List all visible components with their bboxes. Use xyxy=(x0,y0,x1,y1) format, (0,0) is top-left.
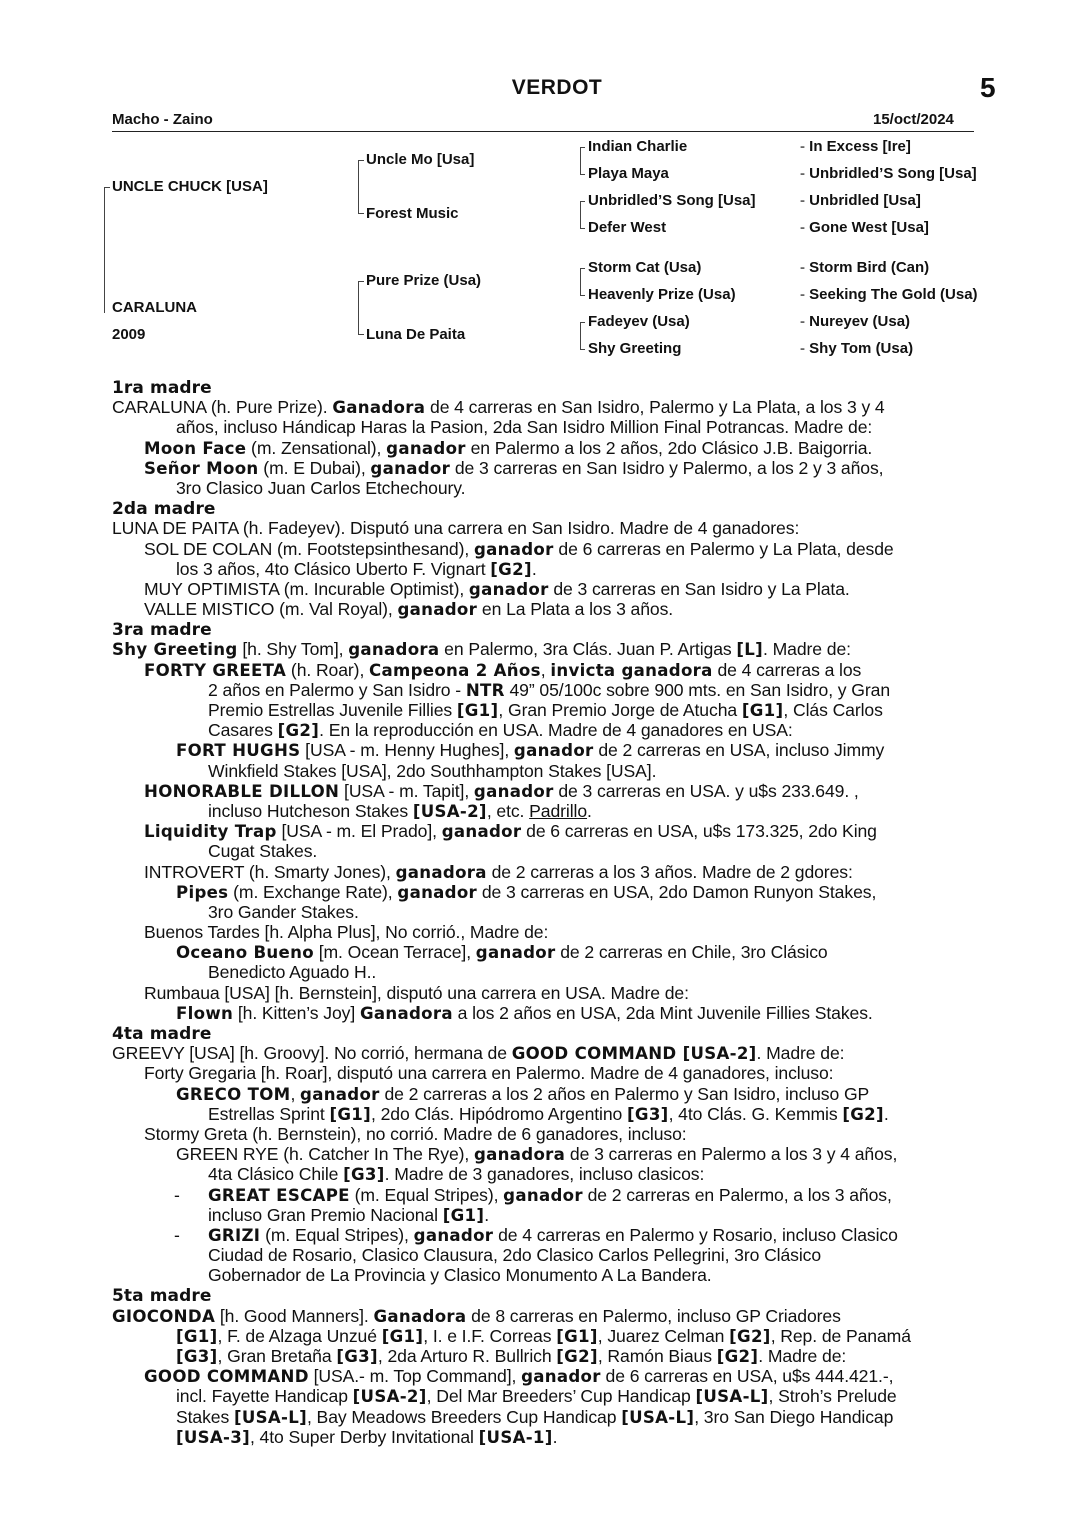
text-run: de 3 carreras en San Isidro y Palermo, a los 2 y 3 años, xyxy=(450,457,884,478)
family-line xyxy=(112,1205,1002,1225)
text-run: incl. Fayette Handicap xyxy=(176,1386,353,1407)
text-run: de 8 carreras en Palermo, incluso GP Criadores xyxy=(466,1305,841,1326)
bold-text: ganador xyxy=(370,458,451,478)
pedigree-bracket-gen1 xyxy=(104,187,110,313)
text-run: [USA - m. Tapit], xyxy=(339,780,474,801)
text-run: , xyxy=(540,659,551,680)
family-line xyxy=(112,397,1002,417)
bold-text: [G3] xyxy=(343,1165,385,1185)
text-run: en Palermo, 3ra Clás. Juan P. Artigas xyxy=(439,639,737,660)
pedigree-gen3-6: Heavenly Prize (Usa) xyxy=(588,286,736,303)
text-run: , Gran Bretaña xyxy=(217,1346,337,1366)
family-line xyxy=(112,781,1002,801)
family-line xyxy=(112,1185,1002,1205)
text-run: en Palermo a los 2 años, 2do Clásico J.B. Baigorria. xyxy=(465,437,873,458)
family-line xyxy=(112,1306,1002,1326)
text-run: Benedicto Aguado H.. xyxy=(208,962,377,983)
pedigree-gen4-2-label: Unbridled’S Song [Usa] xyxy=(809,165,977,182)
pedigree-gen4-3-label: Unbridled [Usa] xyxy=(809,192,921,209)
bold-text: [G1] xyxy=(176,1326,218,1346)
pedigree-bracket-g3a xyxy=(580,147,585,175)
text-run: de 2 carreras a los 2 años en Palermo y San Isidro, incluso GP xyxy=(379,1083,870,1104)
dam-heading xyxy=(112,498,1002,518)
bold-text: ganador xyxy=(413,1225,494,1245)
bold-text: GOOD COMMAND xyxy=(144,1367,309,1387)
dam-heading xyxy=(112,619,1002,639)
bold-text: ganador xyxy=(397,600,478,620)
text-run: SOL DE COLAN (m. Footstepsinthesand), xyxy=(144,538,474,559)
bold-text: ganadora xyxy=(395,862,487,882)
bold-text: [USA-2] xyxy=(412,801,487,821)
text-run: Forty Gregaria [h. Roar], disputó una carrera en Palermo. Madre de 4 ganadores, incluso: xyxy=(144,1063,834,1084)
family-line xyxy=(112,882,1002,902)
text-run: 3ro Gander Stakes. xyxy=(208,901,359,922)
text-run: incluso Gran Premio Nacional xyxy=(208,1204,443,1225)
family-line xyxy=(112,599,1002,619)
family-line xyxy=(112,478,1002,498)
bold-text: ganador xyxy=(397,882,478,902)
text-run: de 4 carreras en San Isidro, Palermo y La Plata, a los 3 y 4 xyxy=(425,397,885,418)
bold-text: Campeona 2 Años xyxy=(369,660,541,680)
bullet-icon: - xyxy=(174,1184,180,1205)
bold-text: GRECO TOM xyxy=(176,1084,291,1104)
text-run: 49” 05/100c sobre 900 mts. en San Isidro, y Gran xyxy=(504,679,891,700)
pedigree-gen4-1-label: In Excess [Ire] xyxy=(809,138,911,155)
family-line xyxy=(112,680,1002,700)
bold-text: 5ta madre xyxy=(112,1286,212,1307)
text-run: de 6 carreras en Palermo y La Plata, desde xyxy=(553,538,894,559)
text-run: Winkfield Stakes [USA], 2do Southhampton Stakes [USA]. xyxy=(208,760,657,781)
bold-text: Pipes xyxy=(176,882,229,902)
sex-color: Macho - Zaino xyxy=(112,111,213,128)
text-run: . Madre de: xyxy=(756,1043,845,1064)
text-run: [USA - m. El Prado], xyxy=(276,821,442,842)
pedigree-dam: CARALUNA xyxy=(112,299,197,316)
bold-text: [G2] xyxy=(556,1347,598,1366)
text-run: VALLE MISTICO (m. Val Royal), xyxy=(144,599,398,620)
text-run: incluso Hutcheson Stakes xyxy=(208,800,413,821)
text-run: a los 2 años en USA, 2da Mint Juvenile Fillies Stakes. xyxy=(452,1002,873,1023)
family-line xyxy=(112,962,1002,982)
dam-heading xyxy=(112,1285,1002,1305)
family-line xyxy=(112,922,1002,942)
horse-name-title: VERDOT xyxy=(511,76,603,99)
text-run: de 2 carreras en Chile, 3ro Clásico xyxy=(555,942,828,963)
family-line xyxy=(112,1427,1002,1447)
text-run: . xyxy=(883,1103,889,1124)
pedigree-birth-year: 2009 xyxy=(112,326,146,343)
family-line xyxy=(112,1063,1002,1083)
text-run: de 2 carreras en Palermo, a los 3 años, xyxy=(582,1184,892,1205)
bold-text: Moon Face xyxy=(144,438,247,458)
bold-text: ganador xyxy=(300,1084,380,1104)
dash-icon: - xyxy=(800,286,810,303)
bold-text: [G2] xyxy=(277,721,320,741)
family-line xyxy=(112,1407,1002,1427)
text-run: , 4to Super Derby Invitational xyxy=(249,1426,479,1447)
bold-text: 3ra madre xyxy=(112,620,212,641)
bold-text: [G1] xyxy=(442,1205,485,1225)
family-line xyxy=(112,518,1002,538)
family-line xyxy=(112,1104,1002,1124)
text-run: , I. e I.F. Correas xyxy=(423,1325,557,1346)
text-run: de 3 carreras en Palermo a los 3 y 4 años, xyxy=(565,1144,898,1165)
dam-heading xyxy=(112,1023,1002,1043)
text-run: . En la reproducción en USA. Madre de 4 ganadores en USA: xyxy=(319,720,793,741)
family-line xyxy=(112,983,1002,1003)
text-run: , 3ro San Diego Handicap xyxy=(694,1406,894,1427)
pedigree-gen3-3: Unbridled’S Song [Usa] xyxy=(588,192,756,209)
header-rule xyxy=(112,131,974,132)
pedigree-sire: UNCLE CHUCK [USA] xyxy=(112,178,268,195)
bold-text: ganador xyxy=(473,539,554,559)
text-run: , Rep. de Panamá xyxy=(770,1325,911,1346)
pedigree-gen3-8: Shy Greeting xyxy=(588,340,682,357)
text-run: MUY OPTIMISTA (m. Incurable Optimist), xyxy=(144,578,469,599)
text-run: . Madre de: xyxy=(758,1346,847,1366)
pedigree-bracket-sire xyxy=(358,160,364,214)
text-run: LUNA DE PAITA (h. Fadeyev). Disputó una carrera en San Isidro. Madre de 4 ganadores: xyxy=(112,518,800,539)
bold-text: ganador xyxy=(473,781,554,801)
text-run: GREEVY [USA] [h. Groovy]. No corrió, hermana de xyxy=(112,1043,512,1064)
bold-text: Señor Moon xyxy=(144,458,259,478)
bold-text: ganadora xyxy=(473,1145,566,1165)
bold-text: [USA-L] xyxy=(621,1407,695,1427)
family-line xyxy=(112,700,1002,720)
pedigree-gen3-7: Fadeyev (Usa) xyxy=(588,313,690,330)
pedigree-gen4-3 xyxy=(800,192,921,209)
catalog-date: 15/oct/2024 xyxy=(873,111,954,128)
bold-text: invicta ganadora xyxy=(550,660,713,680)
text-run: , Juarez Celman xyxy=(597,1325,730,1346)
bold-text: [USA-3] xyxy=(176,1427,250,1447)
text-run: Stormy Greta (h. Bernstein), no corrió. Madre de 6 ganadores, incluso: xyxy=(144,1123,687,1144)
family-line xyxy=(112,559,1002,579)
text-run: de 6 carreras en USA, u$s 173.325, 2do King xyxy=(521,821,877,842)
family-line xyxy=(112,1366,1002,1386)
text-run: CARALUNA (h. Pure Prize). xyxy=(112,397,333,418)
bold-text: ganador xyxy=(386,438,466,458)
bold-text: [L] xyxy=(736,640,764,660)
text-run: Premio Estrellas Juvenile Fillies xyxy=(208,700,457,720)
family-line xyxy=(112,1245,1002,1265)
bold-text: [G2] xyxy=(842,1104,884,1124)
family-line xyxy=(112,539,1002,559)
family-line xyxy=(112,1346,1002,1366)
text-run: . xyxy=(531,558,537,579)
bold-text: GIOCONDA xyxy=(112,1306,216,1326)
pedigree-gen2-4: Luna De Paita xyxy=(366,326,466,343)
text-run: , Stroh’s Prelude xyxy=(768,1386,897,1407)
text-run: Buenos Tardes [h. Alpha Plus], No corrió., Madre de: xyxy=(144,922,549,943)
dash-icon: - xyxy=(800,340,810,357)
text-run: Ciudad de Rosario, Clasico Clausura, 2do Clasico Carlos Pellegrini, 3ro Clásico xyxy=(208,1245,822,1266)
text-run: los 3 años, 4to Clásico Uberto F. Vignart xyxy=(176,558,491,579)
bold-text: Shy Greeting xyxy=(112,640,238,660)
dash-icon: - xyxy=(800,165,810,182)
text-run: GREEN RYE (h. Catcher In The Rye), xyxy=(176,1144,474,1165)
text-run: . Madre de: xyxy=(763,639,851,660)
bold-text: Ganadora xyxy=(332,398,426,418)
text-run: Cugat Stakes. xyxy=(208,841,318,862)
text-run: de 4 carreras a los xyxy=(712,659,862,680)
bold-text: FORTY GREETA xyxy=(144,660,287,680)
family-line xyxy=(112,579,1002,599)
bold-text: ganador xyxy=(513,741,594,761)
family-line xyxy=(112,902,1002,922)
text-run: de 2 carreras a los 3 años. Madre de 2 gdores: xyxy=(486,861,853,882)
bullet-icon: - xyxy=(174,1224,180,1245)
pedigree-bracket-g3b xyxy=(580,201,585,229)
bold-text: [USA-1] xyxy=(478,1427,553,1447)
bold-text: Oceano Bueno xyxy=(176,943,314,963)
text-run: , xyxy=(290,1083,301,1104)
text-run: . Madre de 3 ganadores, incluso clasicos: xyxy=(384,1164,705,1185)
text-run: [h. Kitten’s Joy] xyxy=(233,1002,360,1023)
text-run: . xyxy=(484,1204,490,1225)
pedigree-gen3-4: Defer West xyxy=(588,219,667,236)
family-line xyxy=(112,1386,1002,1406)
bold-text: NTR xyxy=(465,680,505,700)
bold-text: HONORABLE DILLON xyxy=(144,781,340,801)
dash-icon: - xyxy=(800,192,810,209)
text-run: [USA - m. Henny Hughes], xyxy=(300,740,514,761)
bold-text: ganador xyxy=(475,943,556,963)
pedigree-gen4-6 xyxy=(800,286,978,303)
text-run: , F. de Alzaga Unzué xyxy=(217,1325,382,1346)
pedigree-gen4-8 xyxy=(800,340,913,357)
pedigree-gen4-5-label: Storm Bird (Can) xyxy=(809,259,930,276)
family-line xyxy=(112,438,1002,458)
family-line xyxy=(112,1225,1002,1245)
pedigree-gen4-7-label: Nureyev (Usa) xyxy=(809,313,911,330)
family-line xyxy=(112,417,1002,437)
text-run: de 3 carreras en USA. y u$s 233.649. , xyxy=(553,780,859,801)
text-run: [USA.- m. Top Command], xyxy=(308,1366,522,1387)
bold-text: Flown xyxy=(176,1003,234,1023)
family-line xyxy=(112,1164,1002,1184)
text-run: Rumbaua [USA] [h. Bernstein], disputó una carrera en USA. Madre de: xyxy=(144,982,689,1003)
family-line xyxy=(112,1124,1002,1144)
bold-text: [G1] xyxy=(329,1104,372,1124)
maternal-family-text xyxy=(112,377,1002,1447)
pedigree-gen4-5 xyxy=(800,259,929,276)
bold-text: ganador xyxy=(441,822,522,842)
bold-text: Liquidity Trap xyxy=(144,822,277,842)
text-run: , Bay Meadows Breeders Cup Handicap xyxy=(306,1406,622,1427)
bold-text: GREAT ESCAPE xyxy=(208,1185,350,1205)
text-run: de 3 carreras en USA, 2do Damon Runyon Stakes, xyxy=(477,881,877,902)
pedigree-bracket-g3d xyxy=(580,322,585,350)
bold-text: [G3] xyxy=(176,1347,218,1366)
text-run: de 4 carreras en Palermo y Rosario, incluso Clasico xyxy=(493,1224,898,1245)
text-run: Estrellas Sprint xyxy=(208,1103,330,1124)
text-run: , Clás Carlos xyxy=(783,700,883,720)
text-run: , Gran Premio Jorge de Atucha xyxy=(498,700,742,720)
text-run: (m. E Dubai), xyxy=(258,457,371,478)
pedigree-gen2-1: Uncle Mo [Usa] xyxy=(366,151,475,168)
bold-text: ganadora xyxy=(348,640,440,660)
dash-icon: - xyxy=(800,259,810,276)
bold-text: Ganadora xyxy=(373,1306,467,1326)
text-run: . xyxy=(552,1426,558,1447)
bold-text: [G1] xyxy=(556,1326,598,1346)
bold-text: ganador xyxy=(521,1367,601,1387)
dam-heading xyxy=(112,377,1002,397)
pedigree-gen2-2: Forest Music xyxy=(366,205,459,222)
family-line xyxy=(112,720,1002,740)
text-run: [m. Ocean Terrace], xyxy=(313,942,476,963)
family-line xyxy=(112,862,1002,882)
text-run: 3ro Clasico Juan Carlos Etchechoury. xyxy=(176,477,466,498)
family-line xyxy=(112,660,1002,680)
pedigree-gen4-8-label: Shy Tom (Usa) xyxy=(809,340,914,357)
text-run: , Del Mar Breeders’ Cup Handicap xyxy=(426,1386,696,1407)
text-run: Casares xyxy=(208,720,278,741)
text-run: (m. Equal Stripes), xyxy=(349,1184,504,1205)
text-run: , 2da Arturo R. Bullrich xyxy=(377,1346,557,1366)
text-run: (h. Roar), xyxy=(286,659,370,680)
pedigree-gen2-3: Pure Prize (Usa) xyxy=(366,272,482,289)
text-run: Gobernador de La Provincia y Clasico Monumento A La Bandera. xyxy=(208,1265,712,1286)
bold-text: Ganadora xyxy=(359,1003,453,1023)
bold-text: [G2] xyxy=(716,1347,759,1366)
bold-text: GOOD COMMAND [USA-2] xyxy=(511,1044,757,1064)
family-line xyxy=(112,841,1002,861)
bold-text: [USA-2] xyxy=(352,1387,427,1407)
pedigree-gen3-5: Storm Cat (Usa) xyxy=(588,259,702,276)
family-line xyxy=(112,1326,1002,1346)
pedigree-gen4-1 xyxy=(800,138,911,155)
family-line xyxy=(112,639,1002,659)
lot-number: 5 xyxy=(980,72,996,103)
text-run: , etc. xyxy=(486,800,530,821)
family-line xyxy=(112,821,1002,841)
pedigree-gen4-7 xyxy=(800,313,910,330)
bold-text: [G2] xyxy=(490,559,532,579)
dash-icon: - xyxy=(800,138,810,155)
bold-text: 4ta madre xyxy=(112,1024,212,1044)
text-run: Stakes xyxy=(176,1406,234,1427)
family-line xyxy=(112,1084,1002,1104)
bold-text: 2da madre xyxy=(112,499,216,520)
family-line xyxy=(112,1265,1002,1285)
pedigree-bracket-g3c xyxy=(580,268,585,296)
bold-text: ganador xyxy=(503,1185,583,1205)
text-run: , 2do Clás. Hipódromo Argentino xyxy=(371,1103,628,1124)
family-line xyxy=(112,1003,1002,1023)
pedigree-gen3-2: Playa Maya xyxy=(588,165,669,182)
family-line xyxy=(112,1144,1002,1164)
pedigree-gen4-4-label: Gone West [Usa] xyxy=(809,219,929,236)
text-run: de 3 carreras en San Isidro y La Plata. xyxy=(548,578,850,599)
pedigree-gen4-2 xyxy=(800,165,977,182)
family-line xyxy=(112,942,1002,962)
family-line xyxy=(112,1043,1002,1063)
dash-icon: - xyxy=(800,219,810,236)
bold-text: [G3] xyxy=(336,1347,378,1366)
bold-text: [USA-L] xyxy=(233,1407,307,1427)
text-run: INTROVERT (h. Smarty Jones), xyxy=(144,861,396,882)
text-run: en La Plata a los 3 años. xyxy=(477,599,674,620)
pedigree-bracket-dam xyxy=(358,281,364,335)
text-run: de 6 carreras en USA, u$s 444.421.-, xyxy=(600,1366,894,1387)
bold-text: [G1] xyxy=(381,1326,424,1346)
text-run: años, incluso Hándicap Haras la Pasion, 2da San Isidro Million Final Potrancas. Madre de: xyxy=(176,417,873,438)
pedigree-gen4-4 xyxy=(800,219,929,236)
text-run: [h. Good Manners]. xyxy=(215,1305,374,1326)
bold-text: GRIZI xyxy=(208,1225,261,1245)
bold-text: FORT HUGHS xyxy=(176,741,301,761)
bold-text: [G2] xyxy=(729,1326,771,1346)
family-line xyxy=(112,801,1002,821)
family-line xyxy=(112,761,1002,781)
text-run: (m. Zensational), xyxy=(246,437,387,458)
text-run: 4ta Clásico Chile xyxy=(208,1164,344,1185)
bold-text: [USA-L] xyxy=(695,1387,769,1407)
family-line xyxy=(112,458,1002,478)
text-run: Padrillo xyxy=(529,800,588,821)
pedigree-gen3-1: Indian Charlie xyxy=(588,138,688,155)
bold-text: [G3] xyxy=(627,1104,669,1124)
bold-text: ganador xyxy=(468,579,549,599)
bold-text: [G1] xyxy=(456,701,499,720)
text-run: . xyxy=(587,800,592,821)
text-run: , 4to Clás. G. Kemmis xyxy=(668,1103,843,1124)
bold-text: 1ra madre xyxy=(112,378,212,398)
text-run: [h. Shy Tom], xyxy=(237,639,349,660)
pedigree-gen4-6-label: Seeking The Gold (Usa) xyxy=(809,286,978,303)
text-run: 2 años en Palermo y San Isidro - xyxy=(208,679,466,700)
text-run: de 2 carreras en USA, incluso Jimmy xyxy=(593,740,885,761)
text-run: , Ramón Biaus xyxy=(597,1346,717,1366)
text-run: (m. Equal Stripes), xyxy=(260,1224,414,1245)
family-line xyxy=(112,740,1002,760)
bold-text: [G1] xyxy=(741,701,784,720)
dash-icon: - xyxy=(800,313,810,330)
text-run: (m. Exchange Rate), xyxy=(228,881,398,902)
